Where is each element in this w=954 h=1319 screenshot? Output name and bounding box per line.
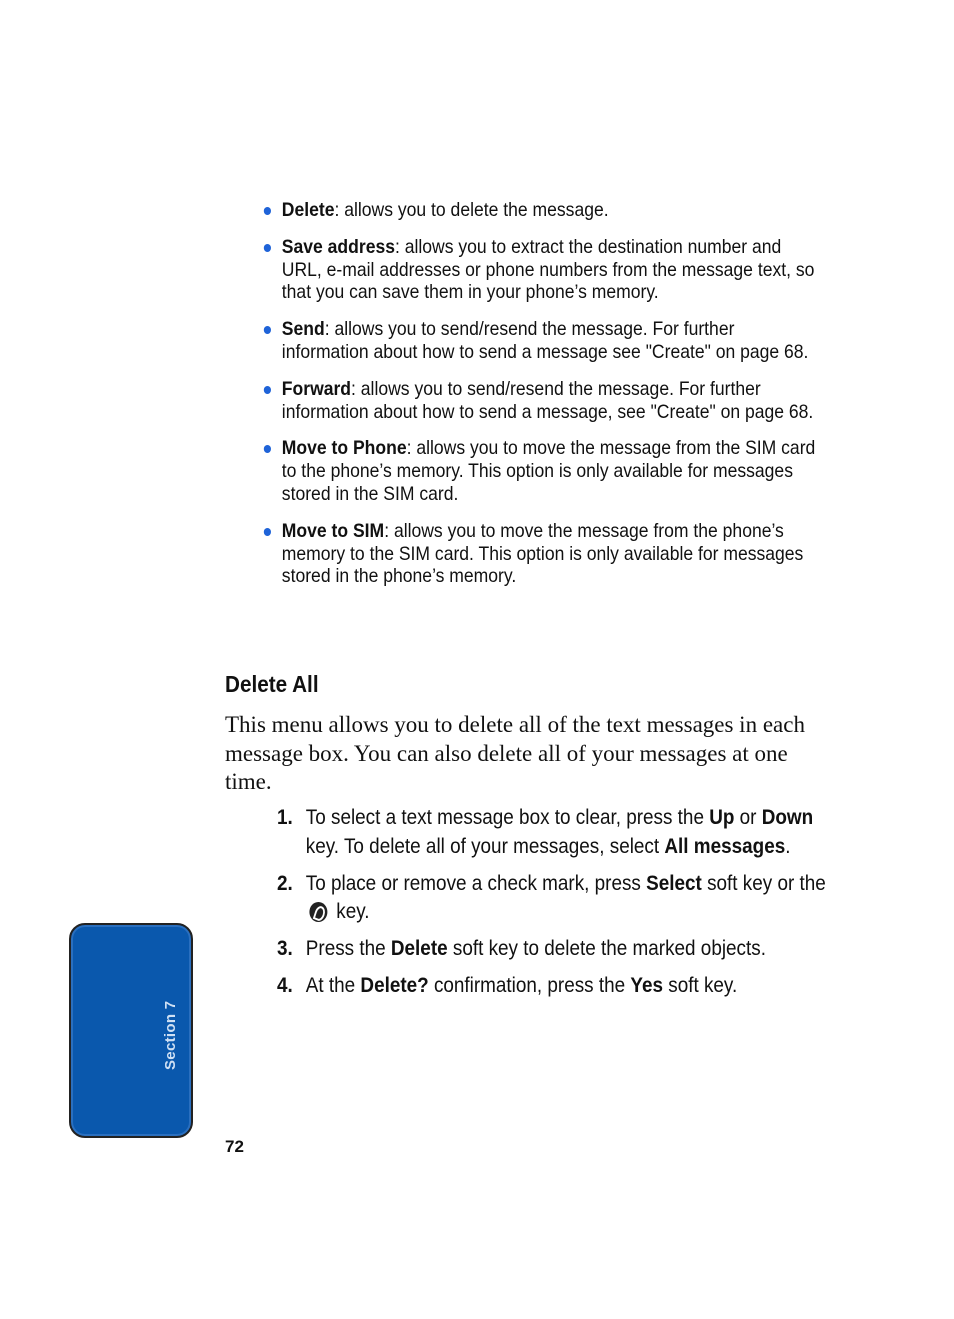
key-name: Down [761,806,814,829]
key-name: Yes [630,973,664,997]
step-text: . [785,834,791,858]
bullet-dot-icon [264,326,271,334]
section-intro: This menu allows you to delete all of the text messages in each message box. You can also delete all of your messages at one time. [225,712,805,794]
step-text: soft key. [663,973,738,997]
step-text: Press the [305,937,391,961]
option-term: Move to Phone [281,437,407,460]
step-text: key. To delete all of your messages, select [305,834,665,858]
step-text: confirmation, press the [428,973,631,997]
section-tab-label: Section 7 [162,1000,179,1070]
option-description: : allows you to extract the destination number and URL, e-mail addresses or phone numbers from the message text, so that you can save them in your phone’s memory. [281,235,815,304]
bullet-dot-icon [264,244,271,252]
option-list [262,199,816,602]
step-4 [277,972,846,1001]
option-term: Delete [281,199,335,221]
step-text: soft key to delete the marked objects. [447,937,766,961]
option-term: Send [281,318,325,341]
option-term: Move to SIM [281,519,385,542]
bullet-dot-icon [264,445,271,453]
page-number: 72 [225,1137,244,1156]
navigation-key-icon [309,902,327,922]
step-text: To select a text message box to clear, press the [305,806,710,829]
menu-option-name: All messages [664,834,786,858]
option-move-to-sim [262,520,822,588]
option-description: : allows you to send/resend the message. For further information about how to send a message, see "Create" on page 68. [281,377,814,423]
step-text: soft key or the [701,871,826,895]
option-move-to-phone [262,437,822,505]
step-number: 2. [277,871,293,895]
step-1 [277,804,846,862]
step-text: key. [331,900,370,924]
step-text: At the [305,973,361,997]
bullet-dot-icon [264,386,271,394]
step-number: 4. [277,973,293,997]
option-term: Save address [281,235,395,258]
step-text: To place or remove a check mark, press [305,871,647,895]
option-forward [262,378,822,424]
key-name: Delete [390,937,448,961]
option-delete [262,199,822,222]
option-description: : allows you to move the message from the SIM card to the phone’s memory. This option is only available for messages stored in the SIM card. [281,437,816,505]
step-number: 1. [277,806,293,829]
option-term: Forward [281,377,352,400]
option-description: : allows you to move the message from the phone’s memory to the SIM card. This option is only available for messages stored in the phone’s memory. [281,519,804,588]
step-number: 3. [277,937,293,961]
key-name: Up [709,806,735,829]
option-save-address [262,236,822,304]
step-list [277,804,837,1009]
option-description: : allows you to send/resend the message. For further information about how to send a message see "Create" on page 68. [281,318,809,363]
step-text: or [734,806,762,829]
bullet-dot-icon [264,528,271,536]
step-3 [277,935,846,964]
key-name: Select [646,871,702,895]
prompt-name: Delete? [360,973,429,997]
option-description: : allows you to delete the message. [334,199,609,221]
bullet-dot-icon [264,207,271,215]
section-heading: Delete All [225,671,319,697]
step-2 [277,870,846,928]
option-send [262,318,822,364]
